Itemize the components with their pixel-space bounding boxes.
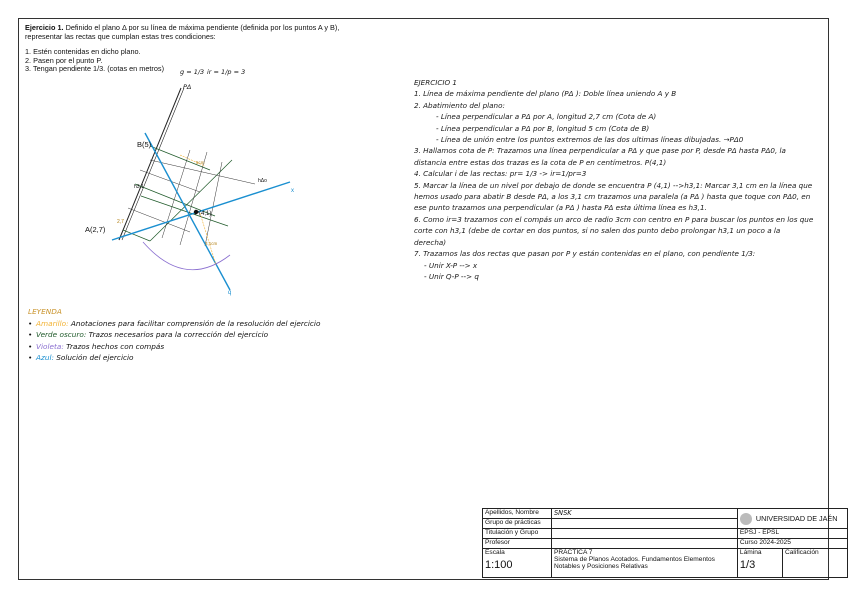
apellidos-label: Apellidos, Nombre [483,509,552,519]
solution-line-q [145,133,230,290]
label-pa: PΔ [183,83,192,91]
label-a-height: 2,7 [117,219,124,225]
legend-item-yellow: • Amarillo: Anotaciones para facilitar comprensión de la resolución del ejercicio [28,318,321,328]
label-line-x: x [291,188,294,194]
max-slope-line-double [122,88,184,240]
condition-1: 1. Estén contenidas en dicho plano. [25,47,141,57]
note-line-10: 7. Trazamos las dos rectas que pasan por P y están contenidas en el plano, con pendiente 1/3: [414,249,756,259]
label-point-a: A(2,7) [85,225,106,234]
note-line-8: 5. Marcar la línea de un nivel por debajo de donde se encuentra P (4,1) -->h3,1: Marcar 3,1 cm en la línea que hemos usado para abatir B desde PΔ, a los 3,1 cm trazamos una paralela (a PΔ ) hasta que toque con PΔ0, en ese punto trazamos una perpendicular (a PΔ ) hasta PΔ esta última línea es h3,1. [414,180,813,213]
condition-3: 3. Tengan pendiente 1/3. (cotas en metros) [25,64,165,74]
school-value: EPSJ - EPSL [737,529,847,539]
max-slope-line [119,88,181,240]
formula-interval: ir = 1/p = 3 [207,68,246,76]
note-line-5: - Línea de unión entre los puntos extremos de las dos ultimas líneas dibujadas. →PΔ0 [436,135,744,145]
lamina-cell: Lámina 1/3 [737,549,782,578]
notes-heading: EJERCICIO 1 [414,78,457,87]
title-block [482,508,848,578]
legend-item-green: • Verde oscuro: Trazos necesarios para la corrección del ejercicio [28,330,269,340]
label-h31: h3,1 [134,184,144,190]
note-line-4: - Línea perpendicular a PΔ por B, longitud 5 cm (Cota de B) [436,123,650,133]
practica-cell: PRÁCTICA 7 Sistema de Planos Acotados. Fundamentos Elementos Notables y Posiciones Relativas [552,549,738,578]
label-point-p: P(4,1) [195,211,212,217]
label-b-height: 5cm [196,160,205,165]
practica-description: Sistema de Planos Acotados. Fundamentos Elementos Notables y Posiciones Relativas [554,556,715,570]
escala-value: 1:100 [485,559,513,571]
condition-2: 2. Pasen por el punto P. [25,55,103,65]
note-line-2: 2. Abatimiento del plano: [414,100,505,110]
note-line-7: 4. Calcular i de las rectas: pr= 1/3 -> ir=1/pr=3 [414,169,587,179]
label-3cm: 3,1cm [205,241,218,246]
note-line-6: 3. Hallamos cota de P: Trazamos una línea perpendicular a PΔ y que pase por P, desde PΔ hasta PΔ0, la distancia entre estas dos trazas es la cota de P en centímetros. P(4,1) [414,146,786,167]
label-line-q: q [228,290,232,296]
profesor-label: Profesor [483,539,552,549]
legend-item-violet: • Violeta: Trazos hechos con compás [28,341,165,351]
exercise-notes [414,77,814,282]
plane-line-2 [128,208,190,232]
problem-description: Definido el plano Δ por su línea de máxima pendiente (definida por los puntos A y B), representar las rectas que cumplan estas tres condiciones: [25,23,340,41]
note-line-1: 1. Línea de máxima pendiente del plano (PΔ ): Doble línea uniendo A y B [414,89,677,99]
escala-cell: Escala 1:100 [483,549,552,578]
titulacion-label: Titulación y Grupo [483,529,552,539]
university-logo [740,513,752,525]
note-line-3: - Línea perpendicular a PΔ por A, longitud 2,7 cm (Cota de A) [436,112,657,122]
level-line-h31 [141,196,228,226]
calificacion-cell: Calificación [783,549,848,578]
plane-line-4 [180,152,207,245]
note-line-9: 6. Como ir=3 trazamos con el compás un arco de radio 3cm con centro en P para buscar los puntos en los que corte con h3,1 (debe de cortar en dos puntos, si no salen dos punto debo prolongar h3,1 un poco a la derecha) [414,214,814,247]
apellidos-value: SNSK [552,509,738,519]
grupo-practicas-label: Grupo de prácticas [483,519,552,529]
label-point-b: B(5) [137,140,152,149]
note-line-11: - Unir X-P --> x [424,260,478,270]
lamina-value: 1/3 [739,559,756,571]
legend-heading: LEYENDA [28,307,62,316]
course-value: Curso 2024-2025 [737,539,847,549]
formula-slope: g = 1/3 [180,68,205,76]
problem-title: Ejercicio 1. [25,23,64,32]
legend-item-blue: • Azul: Solución del ejercicio [28,353,134,363]
plane-line-1 [140,170,200,192]
legend [28,306,320,364]
note-line-12: - Unir Q-P --> q [424,271,479,281]
label-ho: hΔo [258,178,267,184]
university-cell: UNIVERSIDAD DE JAÉN [737,509,847,529]
